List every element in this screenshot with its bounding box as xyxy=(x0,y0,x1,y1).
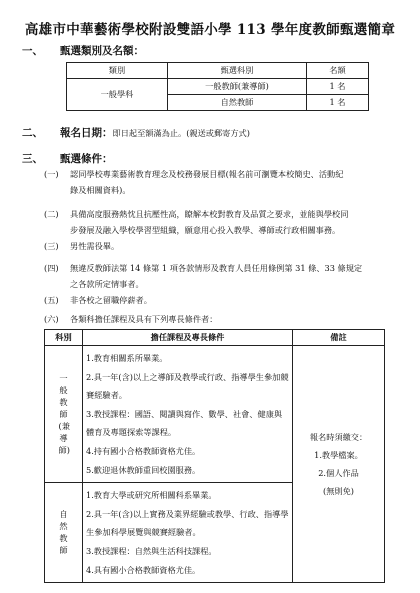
section-2-number: 二、 xyxy=(22,127,43,139)
list-item: 1.教育相關系所畢業。 xyxy=(86,353,168,363)
specialty-conditions-cell xyxy=(83,483,293,583)
specialty-subject-label: 自然教師 xyxy=(59,509,68,556)
quota-header-count: 名額 xyxy=(307,63,369,79)
page-title: 高雄市中華藝術學校附設雙語小學 113 學年度教師甄選簡章 xyxy=(24,22,396,38)
quota-table-header xyxy=(67,63,369,79)
note-line: 1.教學檔案。 xyxy=(314,450,363,461)
list-item: 4.持有國小合格教師資格尤佳。 xyxy=(86,445,201,456)
note-line: 報名時須繳交： xyxy=(309,432,368,443)
list-item: 4.具有國小合格教師資格尤佳。 xyxy=(86,564,201,575)
list-item: 3.教授課程：自然與生活科技課程。 xyxy=(86,545,217,556)
list-item: 2.具一年(含)以上實務及業界經驗或教學、行政、指導學生參加科學展覽與競賽經驗者。 xyxy=(86,508,289,538)
specialty-header-note: 備註 xyxy=(293,330,385,346)
quota-subject-cell: 自然教師 xyxy=(168,95,307,111)
condition-line: 非各校之留職停薪者。 xyxy=(70,295,152,305)
section-3-number: 三、 xyxy=(22,153,43,165)
note-line: 2.個人作品 xyxy=(318,468,359,479)
list-item: 5.歡迎退休教師重回校園服務。 xyxy=(86,464,201,475)
section-1-heading xyxy=(22,43,144,58)
condition-line: 具備高度服務熱忱且抗壓性高，瞭解本校對教育及品質之要求，並能與學校同 xyxy=(70,209,349,219)
condition-line: 步發展及融入學校學習型組織，願意用心投入教學、導師或行政相關事務。 xyxy=(70,225,341,235)
specialty-subject-label: 一般教師(兼導師) xyxy=(58,372,70,455)
quota-header-subject: 甄選科別 xyxy=(168,63,307,79)
condition-number: (六) xyxy=(44,314,59,324)
section-1-number: 一、 xyxy=(22,45,43,57)
specialty-header-subject: 科別 xyxy=(45,330,83,346)
section-3-label: 甄選條件： xyxy=(60,153,113,165)
condition-line: 各類科擔任課程及具有下列專長條件者： xyxy=(70,314,218,324)
table-row xyxy=(45,346,385,483)
condition-number: (三) xyxy=(44,241,59,251)
list-item: 1.教育大學或研究所相關科系畢業。 xyxy=(86,490,217,501)
condition-number: (一) xyxy=(44,169,59,179)
quota-table xyxy=(66,62,369,111)
list-item: 3.教授課程：國語、閱讀與寫作、數學、社會、健康與體育及專題探索等課程。 xyxy=(86,408,283,438)
section-2-label: 報名日期： xyxy=(60,127,113,139)
condition-line: 錄及相關資料)。 xyxy=(70,185,131,195)
quota-category-cell: 一般學科 xyxy=(67,79,168,111)
note-line: (無則免) xyxy=(323,486,354,497)
quota-count-cell: 1 名 xyxy=(307,79,369,95)
condition-number: (二) xyxy=(44,209,59,219)
condition-line: 無違反教師法第 14 條第 1 項各款情形及教育人員任用條例第 31 條、33 條規定 xyxy=(70,263,363,273)
section-2-text: 即日起至額滿為止。(親送或郵寄方式) xyxy=(112,128,250,138)
specialty-conditions-cell xyxy=(83,346,293,483)
specialty-subject-cell xyxy=(45,346,83,483)
condition-number: (五) xyxy=(44,295,59,305)
specialty-note-cell xyxy=(293,346,385,583)
section-1-label: 甄選類別及名額： xyxy=(60,45,144,57)
condition-line: 之各款所定情事者。 xyxy=(70,279,144,289)
condition-line: 男性需役畢。 xyxy=(70,241,120,251)
specialty-table-header xyxy=(45,330,385,346)
specialty-subject-cell xyxy=(45,483,83,583)
list-item: 2.具一年(含)以上之導師及教學或行政、指導學生參加競賽經驗者。 xyxy=(86,371,289,401)
specialty-table xyxy=(44,329,385,583)
quota-subject-cell: 一般教師(兼導師) xyxy=(168,79,307,95)
condition-line: 認同學校專業藝術教育理念及校務發展目標(報名前可瀏覽本校簡史、活動紀 xyxy=(70,169,344,179)
specialty-header-conditions: 擔任課程及專長條件 xyxy=(83,330,293,346)
section-3-heading xyxy=(22,151,113,166)
section-2-heading xyxy=(22,125,250,140)
table-row xyxy=(67,79,369,95)
quota-header-category: 類別 xyxy=(67,63,168,79)
condition-number: (四) xyxy=(44,263,59,273)
quota-count-cell: 1 名 xyxy=(307,95,369,111)
